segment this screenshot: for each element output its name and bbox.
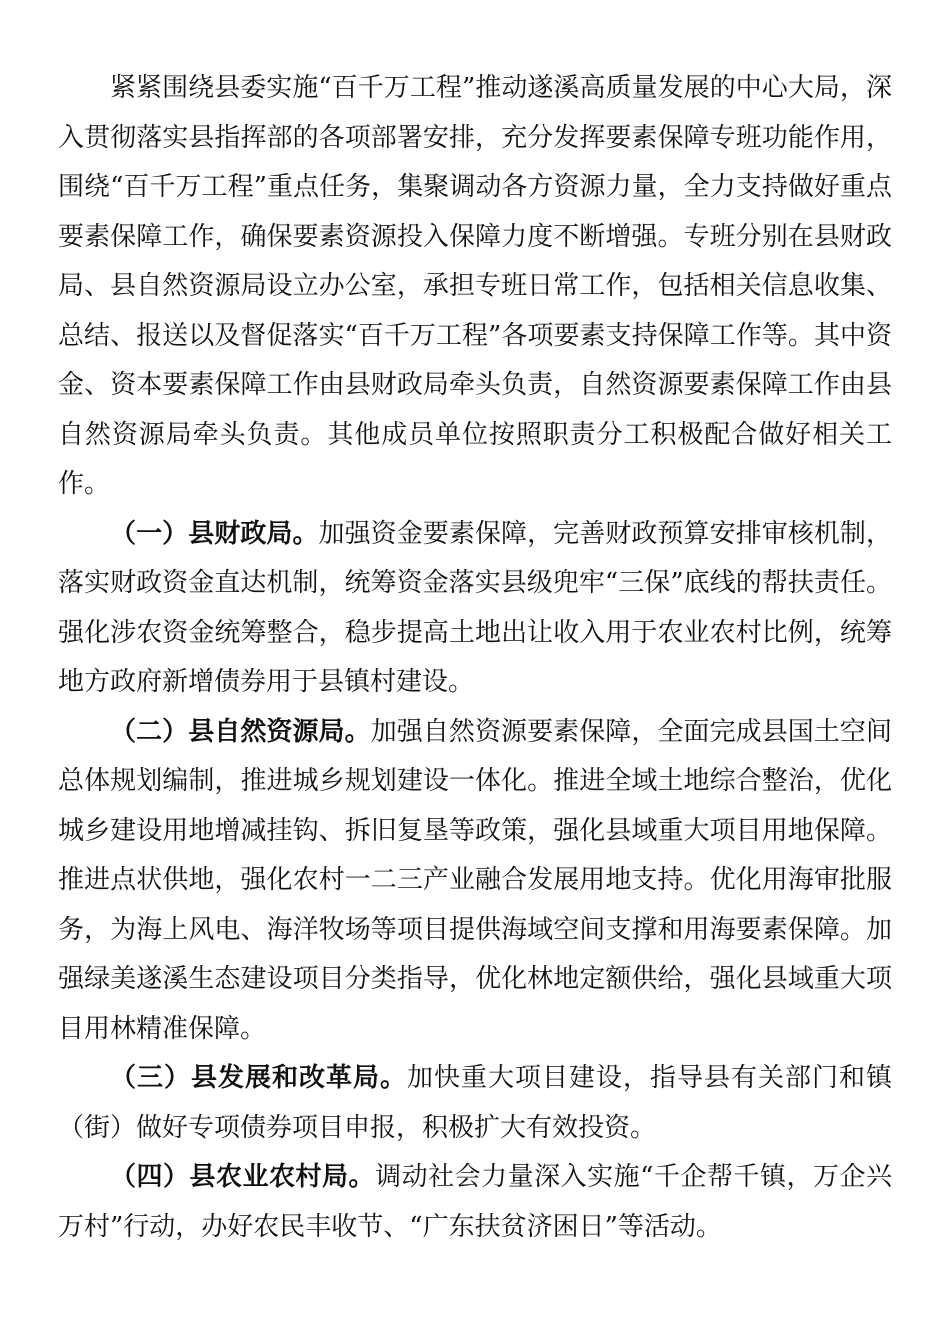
section-body: 加强自然资源要素保障，全面完成县国土空间总体规划编制，推进城乡规划建设一体化。推进全域土地综合整治，优化城乡建设用地增减挂钩、拆旧复垦等政策，强化县域重大项目用地保障。推进点状供地，强化农村一二三产业融合发展用地支持。优化用海审批服务，为海上风电、海洋牧场等项目提供海域空间支撑和用海要素保障。加强绿美遂溪生态建设项目分类指导，优化林地定额供给，强化县域重大项目用林精准保障。 bbox=[58, 716, 892, 1044]
intro-paragraph: 紧紧围绕县委实施“百千万工程”推动遂溪高质量发展的中心大局，深入贯彻落实县指挥部的各项部署安排，充分发挥要素保障专班功能作用，围绕“百千万工程”重点任务，集聚调动各方资源力量，全力支持做好重点要素保障工作，确保要素资源投入保障力度不断增强。专班分别在县财政局、县自然资源局设立办公室，承担专班日常工作，包括相关信息收集、总结、报送以及督促落实“百千万工程”各项要素支持保障工作等。其中资金、资本要素保障工作由县财政局牵头负责，自然资源要素保障工作由县自然资源局牵头负责。其他成员单位按照职责分工积极配合做好相关工作。 bbox=[58, 73, 892, 499]
section-body: 加强资金要素保障，完善财政预算安排审核机制，落实财政资金直达机制，统筹资金落实县级兜牢“三保”底线的帮扶责任。强化涉农资金统筹整合，稳步提高土地出让收入用于农业农村比例，统筹地方政府新增债券用于县镇村建设。 bbox=[58, 518, 892, 697]
document-page bbox=[58, 64, 892, 1252]
section-heading: （三）县发展和改革局。 bbox=[110, 1063, 407, 1093]
section-finance-bureau bbox=[58, 510, 892, 708]
section-natural-resources-bureau bbox=[58, 708, 892, 1055]
section-heading: （一）县财政局。 bbox=[110, 518, 319, 549]
section-agriculture-bureau bbox=[58, 1153, 892, 1252]
section-body: 调动社会力量深入实施“千企帮千镇，万企兴万村”行动，办好农民丰收节、“广东扶贫济困日”等活动。 bbox=[58, 1162, 892, 1242]
section-heading: （二）县自然资源局。 bbox=[110, 716, 371, 747]
section-heading: （四）县农业农村局。 bbox=[110, 1162, 376, 1192]
section-development-reform-bureau bbox=[58, 1054, 892, 1153]
section-body: 加快重大项目建设，指导县有关部门和镇（街）做好专项债券项目申报，积极扩大有效投资。 bbox=[58, 1063, 892, 1143]
